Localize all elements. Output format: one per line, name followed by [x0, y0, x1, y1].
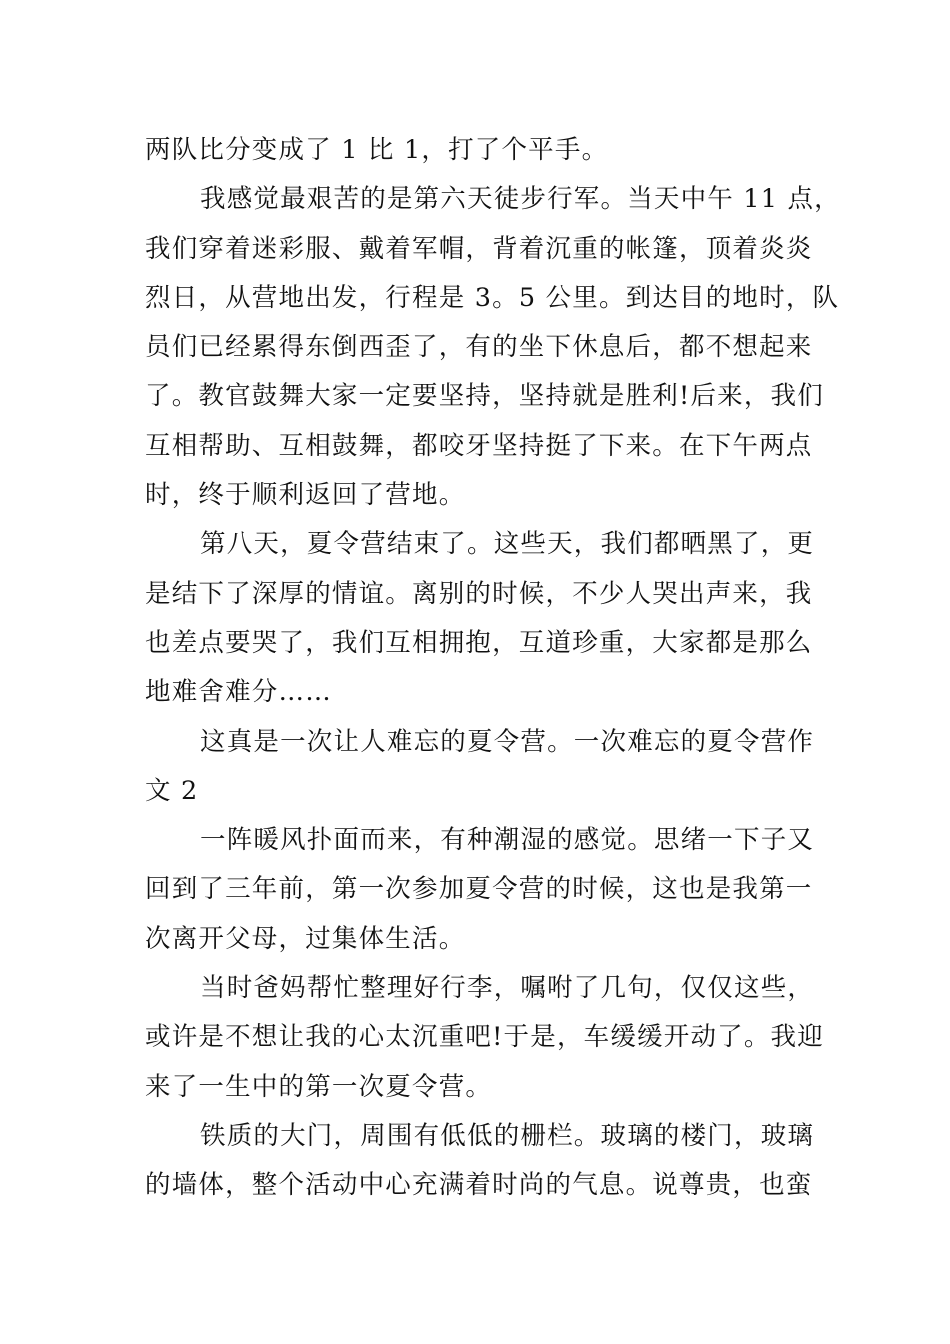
text-line: 我们穿着迷彩服、戴着军帽，背着沉重的帐篷，顶着炎炎 — [145, 233, 813, 264]
text-line: 了。教官鼓舞大家一定要坚持，坚持就是胜利!后来，我们 — [145, 381, 824, 412]
text-line: 是结下了深厚的情谊。离别的时候，不少人哭出声来，我 — [145, 578, 813, 609]
body-text — [145, 126, 841, 1211]
text-line: 回到了三年前，第一次参加夏令营的时候，这也是我第一 — [145, 874, 813, 905]
text-line: 互相帮助、互相鼓舞，都咬牙坚持挺了下来。在下午两点 — [145, 430, 813, 461]
text-line: 的墙体，整个活动中心充满着时尚的气息。说尊贵，也蛮 — [145, 1170, 813, 1201]
text-line: 次离开父母，过集体生活。 — [145, 923, 466, 954]
text-line: 铁质的大门，周围有低低的栅栏。玻璃的楼门，玻璃 — [200, 1120, 815, 1151]
text-line: 这真是一次让人难忘的夏令营。一次难忘的夏令营作 — [200, 726, 815, 757]
text-line: 来了一生中的第一次夏令营。 — [145, 1071, 493, 1102]
text-line: 我感觉最艰苦的是第六天徒步行军。当天中午 11 点， — [200, 184, 841, 215]
text-line: 烈日，从营地出发，行程是 3。5 公里。到达目的地时，队 — [145, 282, 840, 313]
text-line: 文 2 — [145, 775, 199, 806]
text-line: 时，终于顺利返回了营地。 — [145, 480, 466, 511]
text-line: 员们已经累得东倒西歪了，有的坐下休息后，都不想起来 — [145, 332, 813, 363]
text-line: 当时爸妈帮忙整理好行李，嘱咐了几句，仅仅这些， — [200, 973, 815, 1004]
text-line: 一阵暖风扑面而来，有种潮湿的感觉。思绪一下子又 — [200, 825, 815, 856]
text-line: 或许是不想让我的心太沉重吧!于是，车缓缓开动了。我迎 — [145, 1022, 824, 1053]
text-line: 两队比分变成了 1 比 1，打了个平手。 — [145, 135, 609, 165]
text-line: 第八天，夏令营结束了。这些天，我们都晒黑了，更 — [200, 529, 815, 560]
text-line: 地难舍难分…… — [145, 677, 332, 708]
text-line: 也差点要哭了，我们互相拥抱，互道珍重，大家都是那么 — [145, 627, 813, 658]
